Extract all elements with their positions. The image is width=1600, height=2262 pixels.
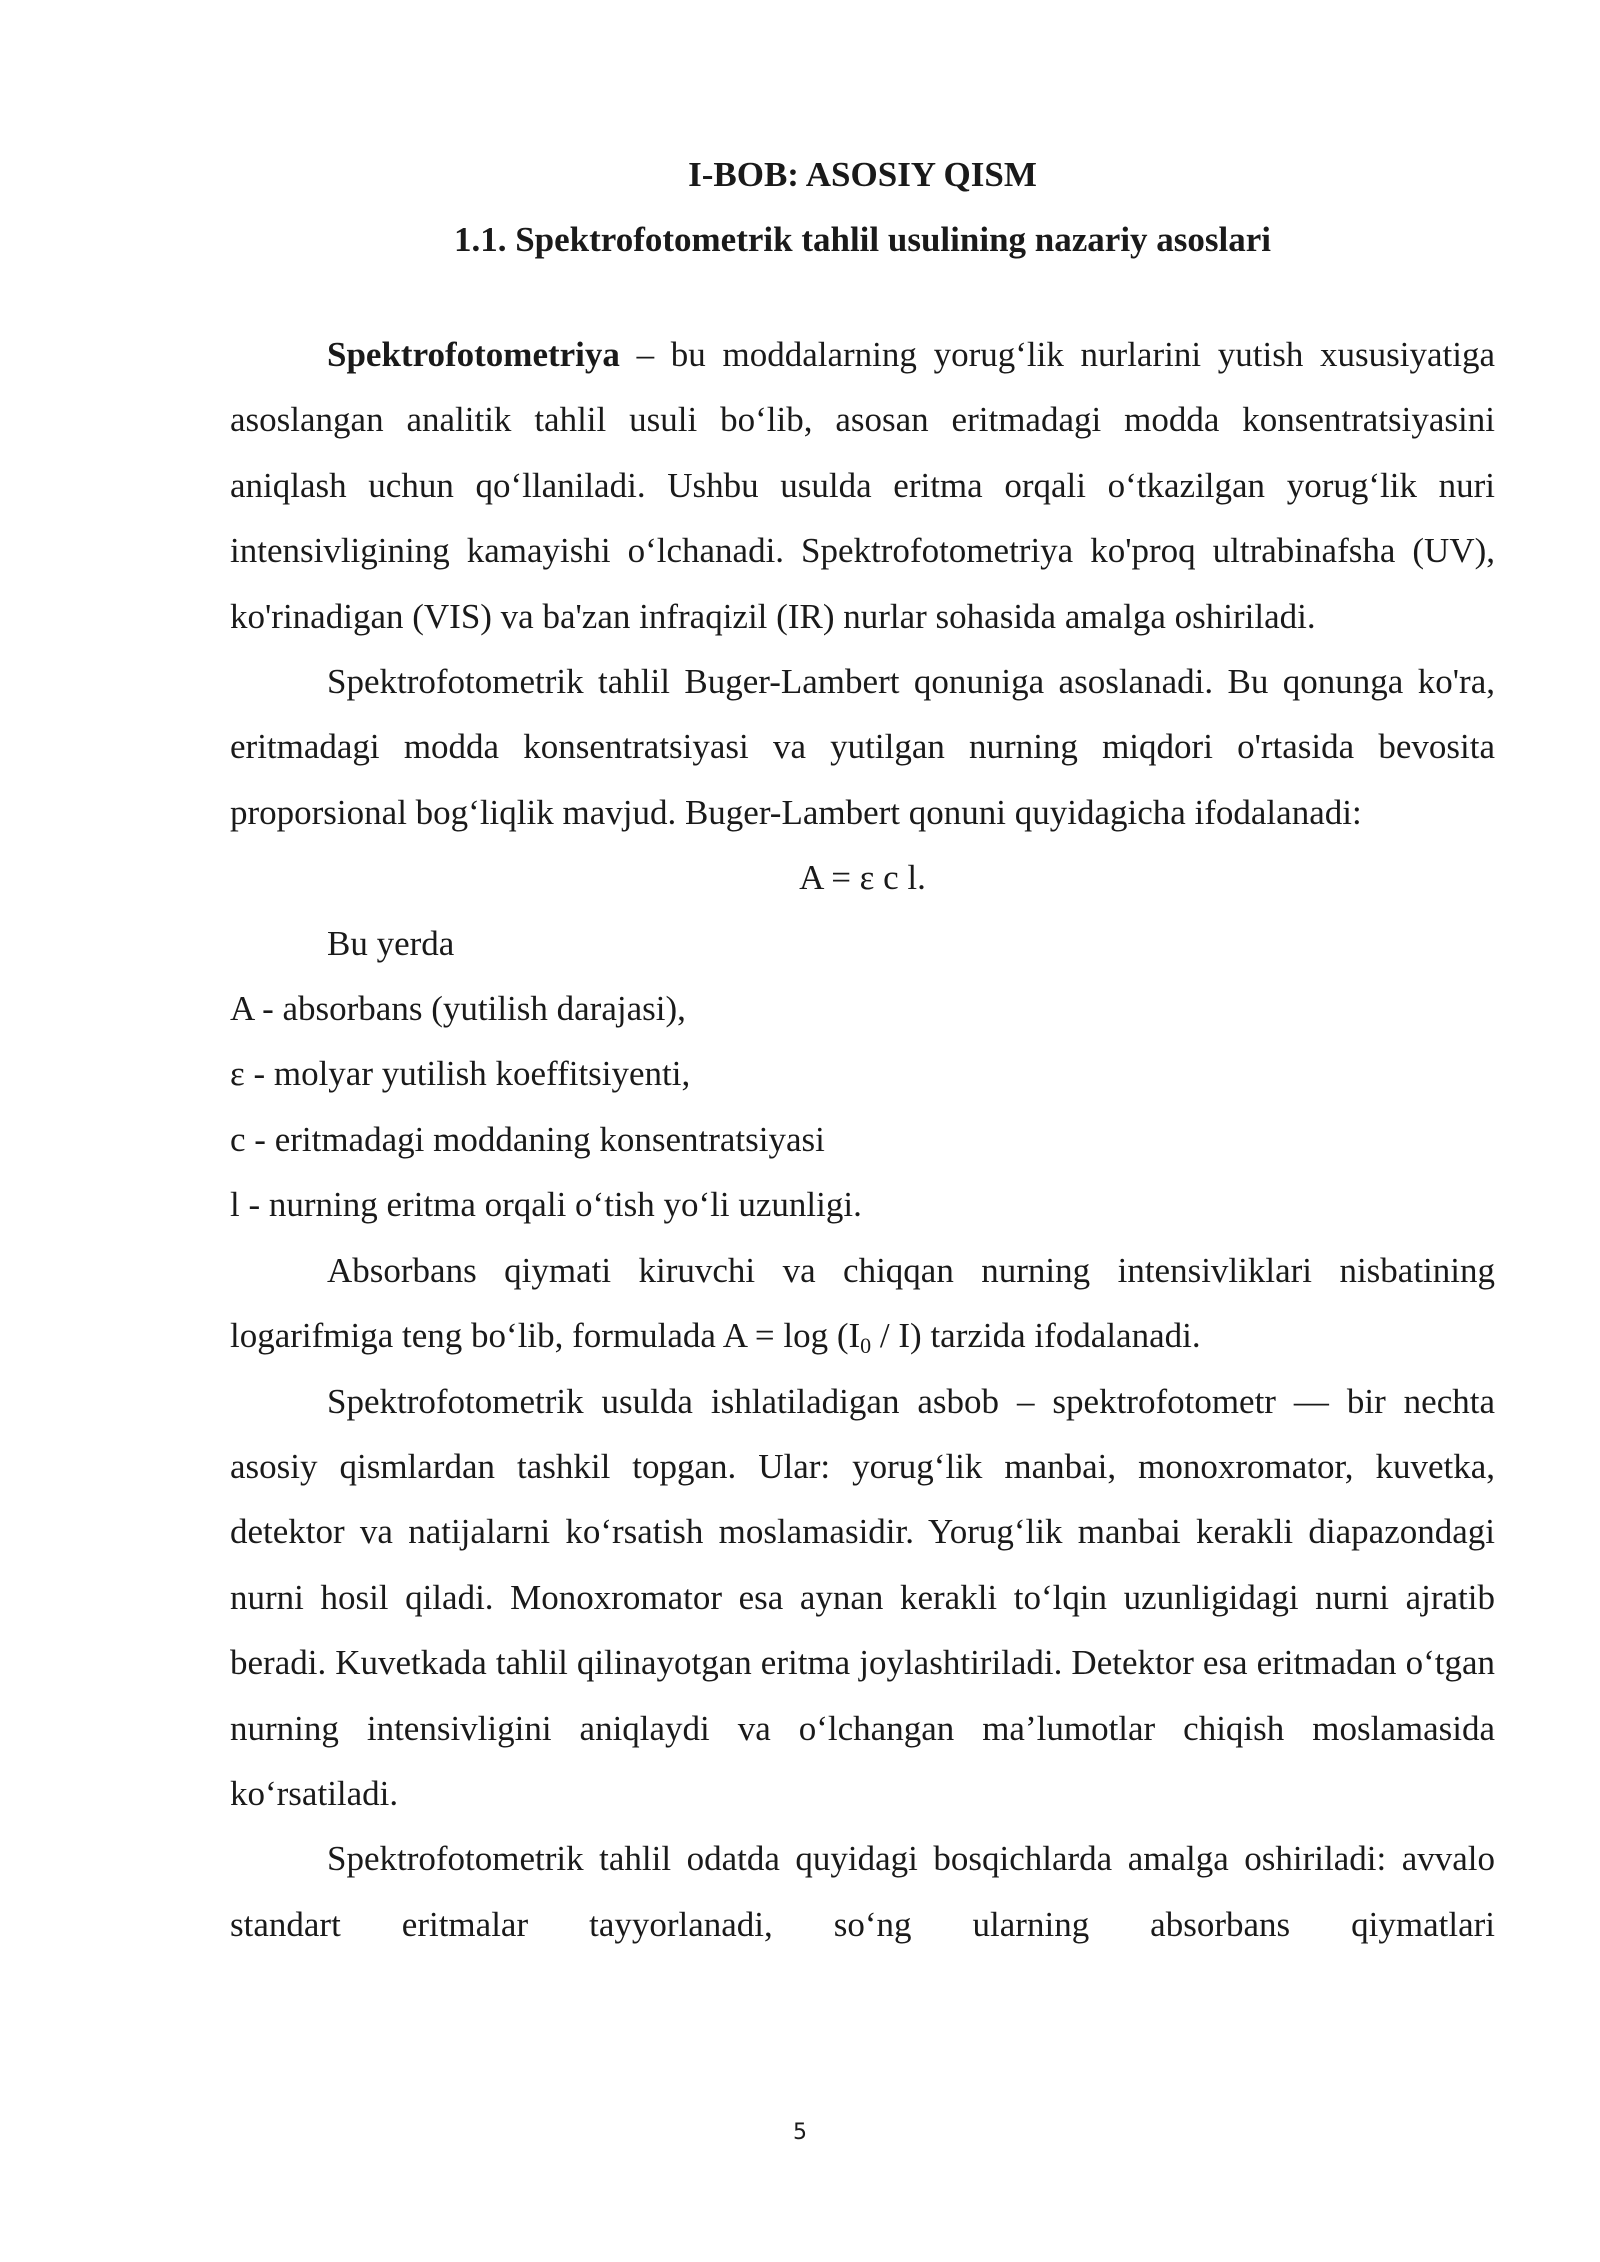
paragraph-bosqichlar: Spektrofotometrik tahlil odatda quyidagi bosqichlarda amalga oshiriladi: avvalo standart eritmalar tayyorlanadi, so‘ng ularning absorbans qiymatlari bbox=[230, 1839, 1495, 1944]
paragraph-definition bbox=[230, 322, 1495, 649]
section-title: 1.1. Spektrofotometrik tahlil usulining nazariy asoslari bbox=[453, 220, 1272, 259]
chapter-title: I-BOB: ASOSIY QISM bbox=[688, 155, 1037, 194]
paragraph-buger-lambert: Spektrofotometrik tahlil Buger-Lambert qonuniga asoslanadi. Bu qonunga ko'ra, eritmadagi modda konsentratsiyasi va yutilgan nurning miqdori o'rtasida bevosita proporsional bog‘liqlik mavjud. Buger-Lambert qonuni quyidagicha ifodalanadi: bbox=[230, 662, 1495, 832]
paragraph-absorbans-text: Absorbans qiymati kiruvchi va chiqqan nurning intensivliklari nisbatining logarifmiga teng bo‘lib, formulada A = log (I bbox=[230, 1250, 1495, 1356]
formula-buger-lambert: A = ε c l. bbox=[799, 858, 926, 898]
where-label: Bu yerda bbox=[327, 923, 455, 963]
definition-item: l - nurning eritma orqali o‘tish yo‘li uzunligi. bbox=[230, 1185, 862, 1225]
paragraph-absorbans-text-end: / I) tarzida ifodalanadi. bbox=[871, 1316, 1201, 1356]
definition-item: A - absorbans (yutilish darajasi), bbox=[230, 989, 686, 1029]
definition-item: ε - molyar yutilish koeffitsiyenti, bbox=[230, 1054, 691, 1094]
subscript-zero: 0 bbox=[860, 1333, 872, 1359]
paragraph-spektrofotometr: Spektrofotometrik usulda ishlatiladigan asbob – spektrofotometr — bir nechta asosiy qismlardan tashkil topgan. Ular: yorug‘lik manbai, monoxromator, kuvetka, detektor va natijalarni ko‘rsatish moslamasidir. Yorug‘lik manbai kerakli diapazondagi nurni hosil qiladi. Monoxromator esa aynan kerakli to‘lqin uzunligidagi nurni ajratib beradi. Kuvetkada tahlil qilinayotgan eritma joylashtiriladi. Detektor esa eritmadan o‘tgan nurning intensivligini aniqlaydi va o‘lchangan ma’lumotlar chiqish moslamasida ko‘rsatiladi. bbox=[230, 1381, 1495, 1813]
paragraph-definition-text: – bu moddalarning yorug‘lik nurlarini yutish xususiyatiga asoslangan analitik tahlil usuli bo‘lib, asosan eritmadagi modda konsentratsiyasini aniqlash uchun qo‘llaniladi. Ushbu usulda eritma orqali o‘tkazilgan yorug‘lik nuri intensivligining kamayishi o‘lchanadi. Spektrofotometriya ko'proq ultrabinafsha (UV), ko'rinadigan (VIS) va ba'zan infraqizil (IR) nurlar sohasida amalga oshiriladi. bbox=[230, 335, 1495, 636]
document-page bbox=[230, 150, 1495, 2150]
paragraph-absorbans bbox=[230, 1238, 1495, 1369]
page-number: 5 bbox=[793, 2120, 807, 2145]
definition-item: c - eritmadagi moddaning konsentratsiyasi bbox=[230, 1119, 825, 1159]
term-spektrofotometriya: Spektrofotometriya bbox=[327, 335, 620, 374]
document-body bbox=[230, 322, 1495, 1957]
